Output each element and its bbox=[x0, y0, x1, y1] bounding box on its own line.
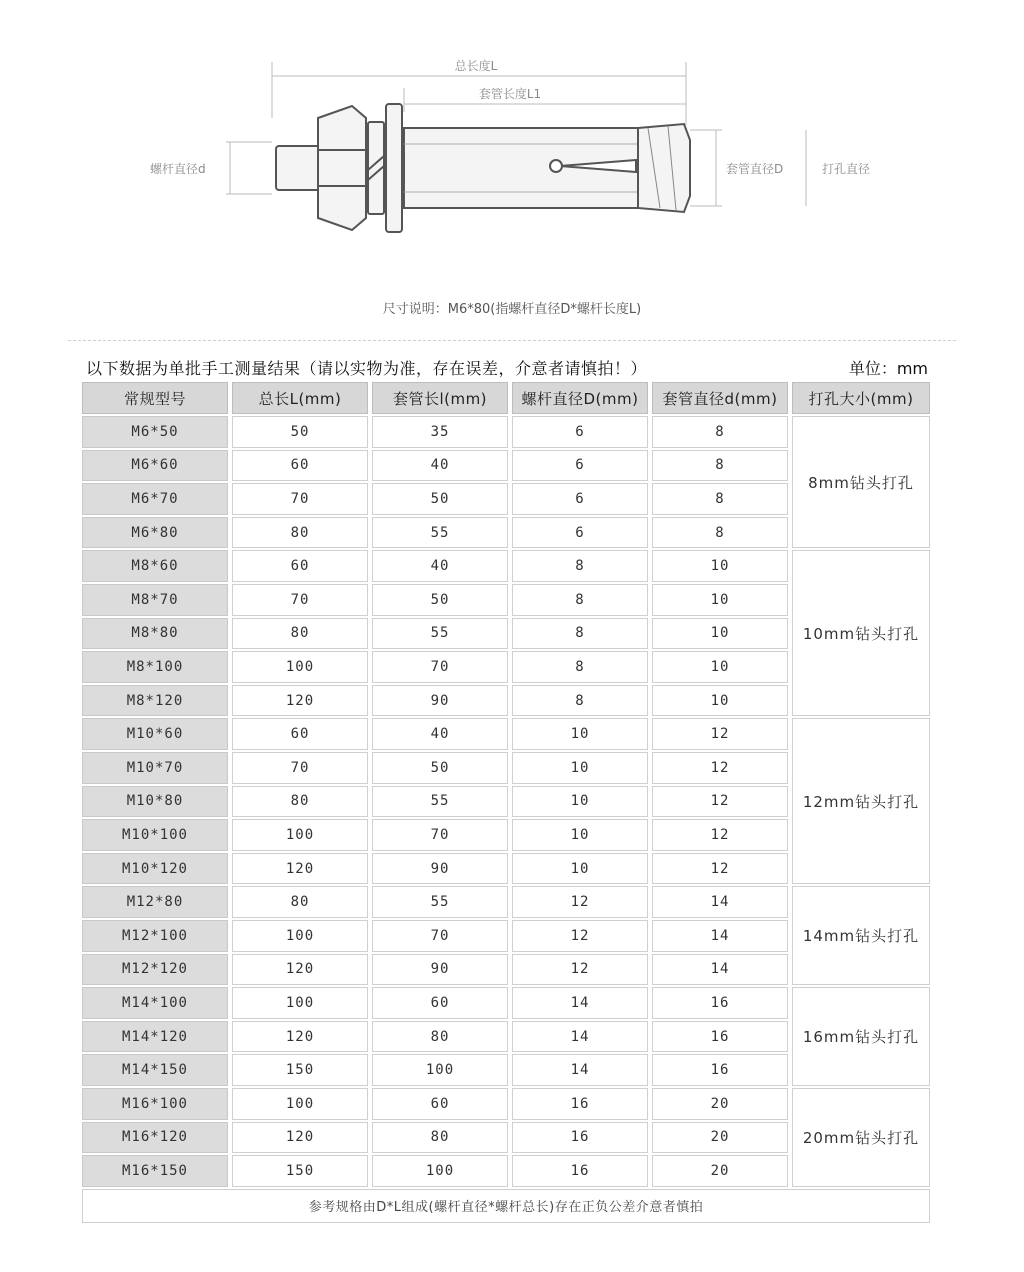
cell-sleeve-diameter: 10 bbox=[652, 584, 788, 616]
cell-total-length: 100 bbox=[232, 987, 368, 1019]
cell-total-length: 120 bbox=[232, 685, 368, 717]
cell-sleeve-length: 80 bbox=[372, 1122, 508, 1154]
unit-label: 单位：mm bbox=[848, 359, 928, 378]
cell-sleeve-length: 70 bbox=[372, 920, 508, 952]
cell-screw-diameter: 12 bbox=[512, 886, 648, 918]
drill-size-group: 10mm钻头打孔 bbox=[792, 550, 930, 716]
cell-sleeve-diameter: 20 bbox=[652, 1155, 788, 1187]
cell-sleeve-length: 55 bbox=[372, 618, 508, 650]
cell-screw-diameter: 6 bbox=[512, 416, 648, 448]
cell-total-length: 70 bbox=[232, 483, 368, 515]
cell-total-length: 80 bbox=[232, 886, 368, 918]
cell-total-length: 120 bbox=[232, 954, 368, 986]
cell-sleeve-diameter: 12 bbox=[652, 819, 788, 851]
cell-screw-diameter: 10 bbox=[512, 853, 648, 885]
cell-model: M10*70 bbox=[82, 752, 228, 784]
cell-sleeve-diameter: 8 bbox=[652, 483, 788, 515]
cell-screw-diameter: 8 bbox=[512, 651, 648, 683]
cell-sleeve-diameter: 8 bbox=[652, 416, 788, 448]
header-sleeve-diameter: 套管直径d(mm) bbox=[652, 382, 788, 414]
header-total-length: 总长L(mm) bbox=[232, 382, 368, 414]
cell-sleeve-length: 40 bbox=[372, 550, 508, 582]
cell-sleeve-diameter: 16 bbox=[652, 1021, 788, 1053]
cell-sleeve-length: 50 bbox=[372, 752, 508, 784]
cell-screw-diameter: 16 bbox=[512, 1155, 648, 1187]
cell-model: M10*120 bbox=[82, 853, 228, 885]
cell-sleeve-diameter: 14 bbox=[652, 886, 788, 918]
cell-model: M14*100 bbox=[82, 987, 228, 1019]
cell-total-length: 150 bbox=[232, 1054, 368, 1086]
cell-sleeve-length: 70 bbox=[372, 651, 508, 683]
cell-screw-diameter: 8 bbox=[512, 584, 648, 616]
measurement-notice: 以下数据为单批手工测量结果（请以实物为准，存在误差，介意者请慎拍！） bbox=[86, 359, 648, 378]
cell-screw-diameter: 10 bbox=[512, 786, 648, 818]
cell-sleeve-length: 40 bbox=[372, 718, 508, 750]
sleeve-diameter-label: 套管直径D bbox=[726, 162, 784, 176]
cell-screw-diameter: 12 bbox=[512, 920, 648, 952]
cell-model: M10*80 bbox=[82, 786, 228, 818]
cell-model: M10*100 bbox=[82, 819, 228, 851]
cell-total-length: 100 bbox=[232, 1088, 368, 1120]
cell-sleeve-length: 100 bbox=[372, 1054, 508, 1086]
hole-diameter-label: 打孔直径 bbox=[822, 162, 871, 176]
cell-sleeve-length: 55 bbox=[372, 886, 508, 918]
cell-total-length: 60 bbox=[232, 718, 368, 750]
cell-total-length: 80 bbox=[232, 786, 368, 818]
cell-total-length: 60 bbox=[232, 550, 368, 582]
cell-screw-diameter: 8 bbox=[512, 550, 648, 582]
cell-total-length: 60 bbox=[232, 450, 368, 482]
cell-model: M8*60 bbox=[82, 550, 228, 582]
cell-sleeve-length: 90 bbox=[372, 685, 508, 717]
cell-sleeve-length: 70 bbox=[372, 819, 508, 851]
bolt-drawing bbox=[276, 104, 690, 232]
cell-model: M8*120 bbox=[82, 685, 228, 717]
cell-screw-diameter: 6 bbox=[512, 450, 648, 482]
cell-sleeve-length: 50 bbox=[372, 584, 508, 616]
cell-screw-diameter: 10 bbox=[512, 718, 648, 750]
cell-sleeve-diameter: 20 bbox=[652, 1122, 788, 1154]
dashed-separator bbox=[68, 340, 956, 341]
cell-sleeve-diameter: 12 bbox=[652, 718, 788, 750]
header-model: 常规型号 bbox=[82, 382, 228, 414]
cell-total-length: 120 bbox=[232, 1122, 368, 1154]
cell-sleeve-length: 90 bbox=[372, 853, 508, 885]
cell-sleeve-length: 40 bbox=[372, 450, 508, 482]
spec-table bbox=[82, 382, 930, 1222]
cell-model: M12*100 bbox=[82, 920, 228, 952]
cell-total-length: 100 bbox=[232, 819, 368, 851]
cell-model: M16*100 bbox=[82, 1088, 228, 1120]
drill-size-group: 20mm钻头打孔 bbox=[792, 1088, 930, 1187]
cell-model: M12*120 bbox=[82, 954, 228, 986]
cell-sleeve-length: 80 bbox=[372, 1021, 508, 1053]
cell-screw-diameter: 8 bbox=[512, 618, 648, 650]
cell-total-length: 100 bbox=[232, 920, 368, 952]
cell-sleeve-diameter: 16 bbox=[652, 1054, 788, 1086]
cell-total-length: 150 bbox=[232, 1155, 368, 1187]
cell-screw-diameter: 14 bbox=[512, 1021, 648, 1053]
cell-sleeve-length: 35 bbox=[372, 416, 508, 448]
cell-total-length: 80 bbox=[232, 517, 368, 549]
cell-sleeve-length: 50 bbox=[372, 483, 508, 515]
cell-total-length: 120 bbox=[232, 853, 368, 885]
drill-size-group: 8mm钻头打孔 bbox=[792, 416, 930, 548]
header-screw-diameter: 螺杆直径D(mm) bbox=[512, 382, 648, 414]
drill-size-group: 14mm钻头打孔 bbox=[792, 886, 930, 985]
cell-total-length: 120 bbox=[232, 1021, 368, 1053]
table-footer-note: 参考规格由D*L组成(螺杆直径*螺杆总长)存在正负公差介意者慎拍 bbox=[82, 1189, 930, 1223]
drill-size-group: 16mm钻头打孔 bbox=[792, 987, 930, 1086]
total-length-label: 总长度L bbox=[454, 59, 498, 73]
header-drill-size: 打孔大小(mm) bbox=[792, 382, 930, 414]
cell-model: M14*150 bbox=[82, 1054, 228, 1086]
cell-model: M6*50 bbox=[82, 416, 228, 448]
cell-sleeve-length: 55 bbox=[372, 786, 508, 818]
sleeve-length-label: 套管长度L1 bbox=[478, 87, 542, 101]
expansion-bolt-diagram bbox=[0, 0, 1024, 330]
cell-sleeve-diameter: 14 bbox=[652, 954, 788, 986]
screw-diameter-label: 螺杆直径d bbox=[150, 162, 206, 176]
cell-total-length: 50 bbox=[232, 416, 368, 448]
cell-sleeve-diameter: 10 bbox=[652, 651, 788, 683]
cell-model: M6*60 bbox=[82, 450, 228, 482]
cell-model: M10*60 bbox=[82, 718, 228, 750]
cell-model: M12*80 bbox=[82, 886, 228, 918]
cell-screw-diameter: 6 bbox=[512, 517, 648, 549]
cell-screw-diameter: 14 bbox=[512, 1054, 648, 1086]
cell-sleeve-diameter: 10 bbox=[652, 618, 788, 650]
cell-model: M14*120 bbox=[82, 1021, 228, 1053]
cell-sleeve-diameter: 14 bbox=[652, 920, 788, 952]
cell-sleeve-length: 60 bbox=[372, 1088, 508, 1120]
cell-model: M16*120 bbox=[82, 1122, 228, 1154]
cell-total-length: 80 bbox=[232, 618, 368, 650]
cell-total-length: 70 bbox=[232, 584, 368, 616]
cell-screw-diameter: 12 bbox=[512, 954, 648, 986]
cell-model: M8*100 bbox=[82, 651, 228, 683]
cell-total-length: 70 bbox=[232, 752, 368, 784]
cell-sleeve-diameter: 10 bbox=[652, 685, 788, 717]
cell-model: M8*80 bbox=[82, 618, 228, 650]
cell-sleeve-diameter: 12 bbox=[652, 786, 788, 818]
cell-sleeve-diameter: 8 bbox=[652, 450, 788, 482]
cell-screw-diameter: 16 bbox=[512, 1122, 648, 1154]
dimension-caption: 尺寸说明：M6*80(指螺杆直径D*螺杆长度L) bbox=[382, 302, 642, 317]
cell-sleeve-diameter: 8 bbox=[652, 517, 788, 549]
cell-sleeve-diameter: 12 bbox=[652, 752, 788, 784]
sleeve-length-dimension bbox=[404, 88, 686, 112]
cell-model: M6*70 bbox=[82, 483, 228, 515]
cell-screw-diameter: 8 bbox=[512, 685, 648, 717]
cell-model: M6*80 bbox=[82, 517, 228, 549]
cell-screw-diameter: 16 bbox=[512, 1088, 648, 1120]
cell-screw-diameter: 6 bbox=[512, 483, 648, 515]
cell-model: M16*150 bbox=[82, 1155, 228, 1187]
cell-sleeve-diameter: 10 bbox=[652, 550, 788, 582]
cell-sleeve-diameter: 16 bbox=[652, 987, 788, 1019]
cell-screw-diameter: 10 bbox=[512, 819, 648, 851]
cell-sleeve-diameter: 12 bbox=[652, 853, 788, 885]
cell-sleeve-diameter: 20 bbox=[652, 1088, 788, 1120]
cell-sleeve-length: 100 bbox=[372, 1155, 508, 1187]
cell-model: M8*70 bbox=[82, 584, 228, 616]
header-sleeve-length: 套管长l(mm) bbox=[372, 382, 508, 414]
drill-size-group: 12mm钻头打孔 bbox=[792, 718, 930, 884]
screw-diameter-dimension bbox=[226, 142, 272, 194]
cell-sleeve-length: 90 bbox=[372, 954, 508, 986]
cell-screw-diameter: 10 bbox=[512, 752, 648, 784]
cell-total-length: 100 bbox=[232, 651, 368, 683]
cell-sleeve-length: 60 bbox=[372, 987, 508, 1019]
cell-screw-diameter: 14 bbox=[512, 987, 648, 1019]
cell-sleeve-length: 55 bbox=[372, 517, 508, 549]
